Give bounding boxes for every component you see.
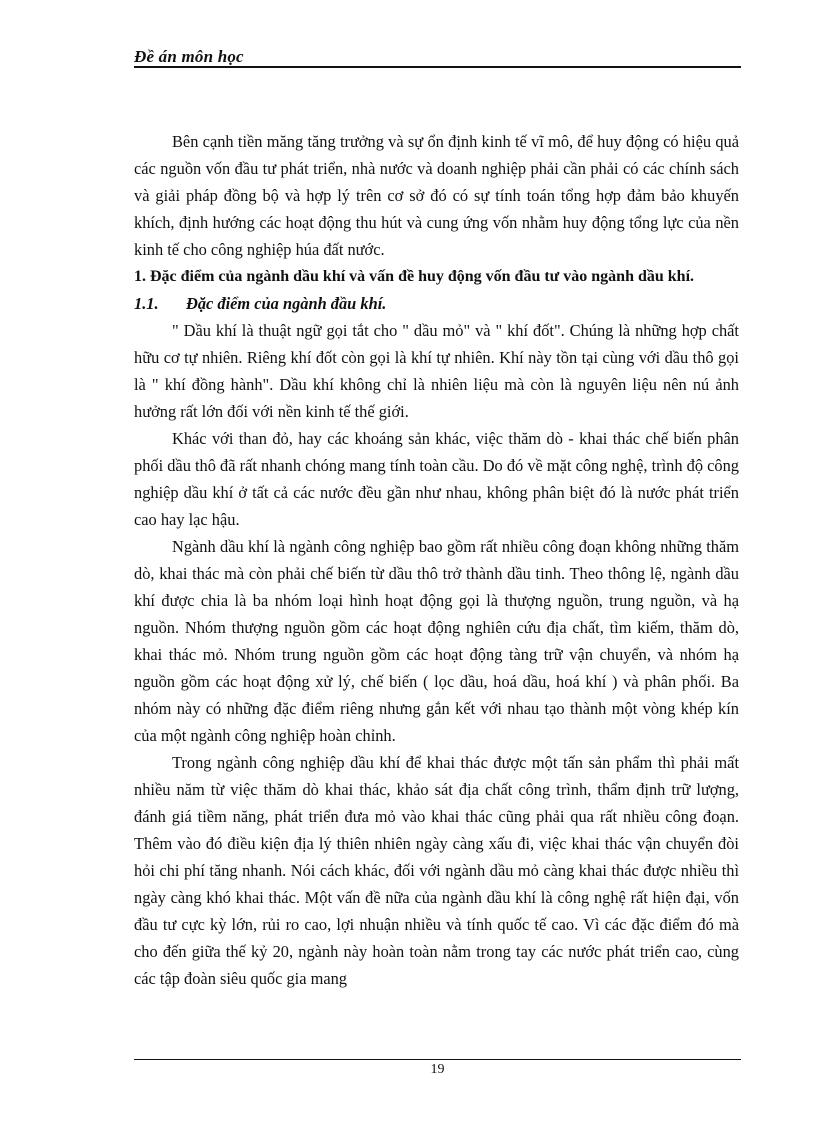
running-header-title: Đề án môn học [134,47,244,66]
paragraph-investment-characteristics: Trong ngành công nghiệp dầu khí để khai thác được một tấn sản phẩm thì phải mất nhiều năm từ việc thăm dò khai thác, khảo sát địa chất công trình, thẩm định trữ lượng, đánh giá tiềm năng, phát triển đưa mỏ vào khai thác cũng phải qua rất nhiều công đoạn. Thêm vào đó điều kiện địa lý thiên nhiên ngày càng xấu đi, việc khai thác vận chuyển đòi hỏi chi phí tăng nhanh. Nói cách khác, đối với ngành dầu mỏ càng khai thác được nhiều thì ngày càng khó khai thác. Một vấn đề nữa của ngành dầu khí là công nghệ rất hiện đại, vốn đầu tư cực kỳ lớn, rủi ro cao, lợi nhuận nhiều và tính quốc tế cao. Vì các đặc điểm đó mà cho đến giữa thế kỷ 20, ngành này hoàn toàn nằm trong tay các nước phát triển cao, cùng các tập đoàn siêu quốc gia mang [134,753,739,988]
paragraph-industry-stages: Ngành dầu khí là ngành công nghiệp bao gồm rất nhiều công đoạn không những thăm dò, khai thác mà còn phải chế biến từ dầu thô trở thành dầu tinh. Theo thông lệ, ngành dầu khí được chia là ba nhóm loại hình hoạt động gọi là thượng nguồn, trung nguồn, và hạ nguồn. Nhóm thượng nguồn gồm các hoạt động nghiên cứu địa chất, tìm kiếm, thăm dò, khai thác mỏ. Nhóm trung nguồn gồm các hoạt động tàng trữ vận chuyển, và nhóm hạ nguồn gồm các hoạt động xử lý, chế biến ( lọc dầu, hoá dầu, hoá khí ) và phân phối. Ba nhóm này có những đặc điểm riêng nhưng gắn kết với nhau tạo thành một vòng khép kín của một ngành công nghiệp hoàn chỉnh. [134,537,739,745]
subsection-heading [134,290,739,317]
subsection-number: 1.1. [134,294,159,313]
page-number: 19 [430,1062,445,1077]
body-text [134,128,739,992]
paragraph-definition: " Dầu khí là thuật ngữ gọi tắt cho " dầu mỏ" và " khí đốt". Chúng là những hợp chất hữu cơ tự nhiên. Riêng khí đốt còn gọi là khí tự nhiên. Khí này tồn tại cùng với dầu thô gọi là " khí đồng hành". Dầu khí không chỉ là nhiên liệu mà còn là nguyên liệu nên nú ảnh hưởng rất lớn đối với nền kinh tế thế giới. [134,321,739,421]
header-divider [134,66,741,68]
section-heading: 1. Đặc điểm của ngành dầu khí và vấn đề huy động vốn đầu tư vào ngành dầu khí. [134,268,695,285]
footer-divider [134,1059,741,1060]
subsection-title: Đặc điểm của ngành đầu khí. [186,294,387,313]
intro-paragraph: Bên cạnh tiền măng tăng trưởng và sự ổn định kinh tế vĩ mô, để huy động có hiệu quả các nguồn vốn đầu tư phát triển, nhà nước và doanh nghiệp phải cần phải có các chính sách và giải pháp đồng bộ và hợp lý trên cơ sở đó có sự tính toán tổng hợp đảm bảo khuyến khích, định hướng các hoạt động thu hút và cung ứng vốn nhằm huy động tổng lực của nền kinh tế cho công nghiệp húa đất nước. [134,132,739,259]
paragraph-global-nature: Khác với than đỏ, hay các khoáng sản khác, việc thăm dò - khai thác chế biến phân phối dầu thô đã rất nhanh chóng mang tính toàn cầu. Do đó về mặt công nghệ, trình độ công nghiệp dầu khí ở tất cả các nước đều gần như nhau, không phân biệt đó là nước phát triển cao hay lạc hậu. [134,429,739,529]
